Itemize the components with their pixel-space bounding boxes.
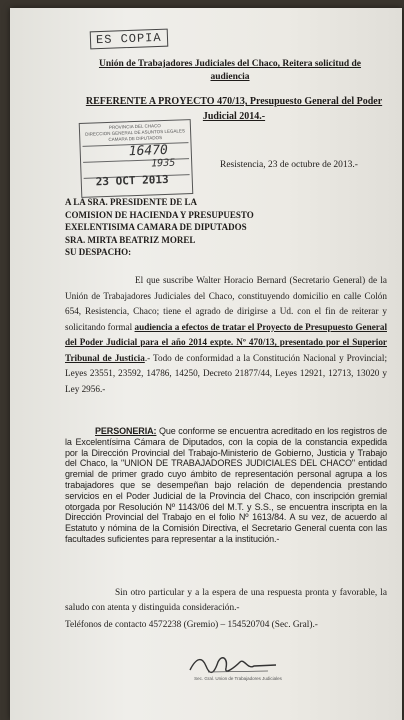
addressee-line-1: A LA SRA. PRESIDENTE DE LA [65,197,198,207]
received-stamp [79,119,194,198]
main-paragraph-text-2: .- Todo de conformidad a la Constitución Nacional y Provincial; Leyes 23551, 23592, 14786, 14250, Decreto 21877/44, Leyes 12921, 12713, 13020 y Ley 2956.- [65,352,387,394]
personeria-text: Que conforme se encuentra acreditado en los registros de la Excelentísima Cámara de Diputados, con la copia de la constancia expedida por la Dirección Provincial del Trabajo-Ministerio de Gobierno, Justicia y Trabajo del Chaco, la "UNION DE TRABAJADORES JUDICIALES DEL CHACO" entidad gremial de primer grado cuyo ámbito de representación personal agrupa a los trabajadores que se desempeñan bajo relación de dependencia prestando servicios en el Poder Judicial de la Provincia del Chaco, con inscripción gremial otorgada por Resolución Nº 1143/06 del M.T. y S.S., se encuentra inscripta en la Dirección Provincial del Trabajo en el folio Nº 1613/84. A su vez, de acuerdo al Estatuto y nómina de la Comisión Directiva, el Secretario General cuenta con las facultades suficientes para representar a la institución.- [65,426,387,544]
addressee-line-5: SU DESPACHO: [65,247,132,257]
addressee-block [65,196,254,259]
reference-line: REFERENTE A PROYECTO 470/13, Presupuesto General del Poder Judicial 2014.- [85,96,383,122]
date-line: Resistencia, 23 de octubre de 2013.- [220,160,358,170]
personeria-paragraph [65,426,387,545]
signature-caption: Sec. Gral. Union de Trabajadores Judiciales [194,676,282,681]
stamp-time: 1935 [151,157,176,170]
addressee-line-2: COMISION DE HACIENDA Y PRESUPUESTO [65,209,254,220]
contact-phones: Teléfonos de contacto 4572238 (Gremio) – 154520704 (Sec. Gral).- [65,620,318,630]
stamp-line-1: PROVINCIA DEL CHACO [108,123,161,130]
main-paragraph-highlight: audiencia a efectos de tratar el Proyecto de Presupuesto General del Poder Judicial para el año 2014 expte. Nº 470/13, presentado por el Superior Tribunal de Justicia [65,321,387,363]
stamp-line-3: CAMARA DE DIPUTADOS [108,135,163,142]
document-page [10,8,402,720]
stamp-number: 16470 [128,142,169,160]
signature [178,648,288,688]
addressee-line-3: EXELENTISIMA CAMARA DE DIPUTADOS [65,222,247,232]
main-paragraph-text-1: El que suscribe Walter Horacio Bernard (Secretario General) de la Unión de Trabajadores Judiciales del Chaco, constituyendo domicilio en calle Colón 654, Resistencia, Chaco; tiene el agrado de dirigirse a Ud. con el fin de reiterar y solicitando formal [65,275,387,332]
main-paragraph [65,273,387,397]
personeria-heading: PERSONERIA: [95,426,157,436]
closing-paragraph: Sin otro particular y a la espera de una respuesta pronta y favorable, la saludo con atenta y distinguida consideración.- [65,588,387,613]
copy-stamp: ES COPIA [90,29,168,50]
document-title: Unión de Trabajadores Judiciales del Chaco, Reitera solicitud de audiencia [98,59,362,82]
stamp-line-2: DIRECCION GENERAL DE ASUNTOS LEGALES [85,128,186,137]
stamp-date: 23 OCT 2013 [95,172,169,189]
addressee-line-4: SRA. MIRTA BEATRIZ MOREL [65,234,196,245]
